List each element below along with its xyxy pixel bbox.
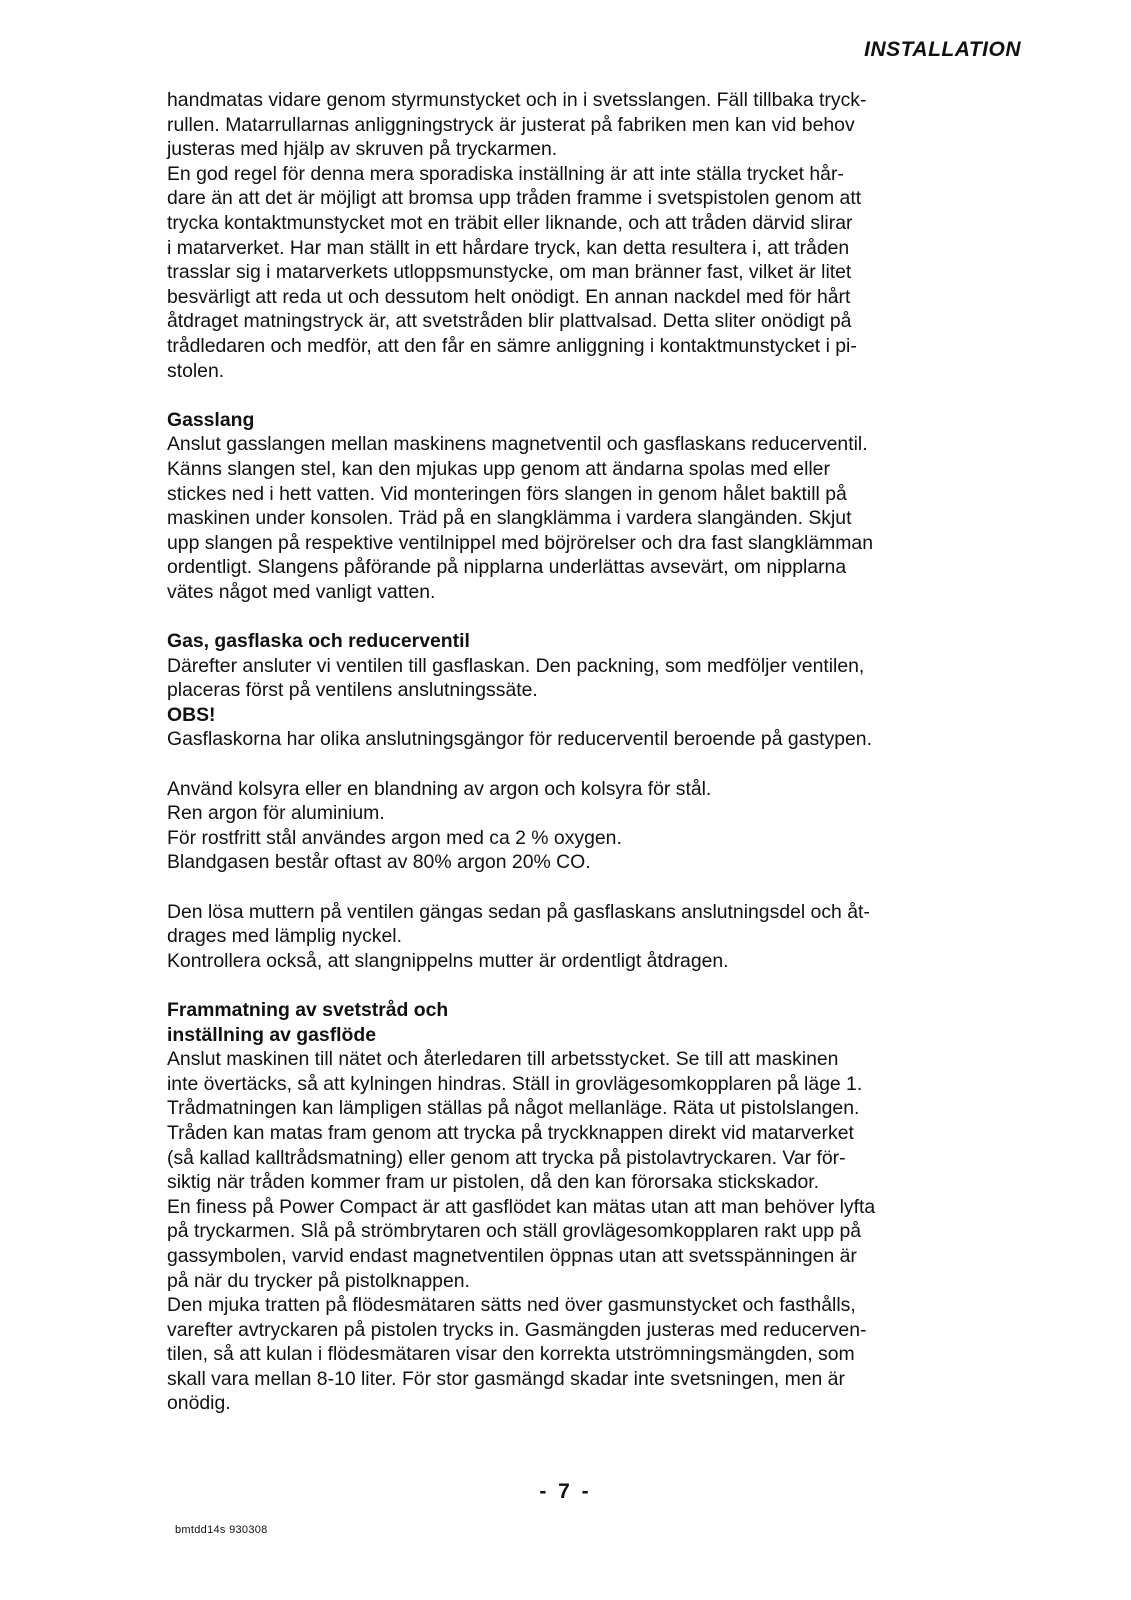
document-body [167, 88, 1027, 1416]
frammatning-body-1: Anslut maskinen till nätet och återledaren till arbetsstycket. Se till att maskinen inte övertäcks, så att kylningen hindras. Ställ in grovlägesomkopplaren på läge 1. Trådmatningen kan lämpligen ställas på något mellanläge. Räta ut pistolslangen. Tråden kan matas fram genom att trycka på tryckknappen direkt vid matarverket (så kallad kalltrådsmatning) eller genom att trycka på pistolavtryckaren. Var för- siktig när tråden kommer fram ur pistolen, då den kan förorsaka stickskador. [167, 1048, 863, 1194]
gasslang-heading: Gasslang [167, 408, 255, 431]
gasslang-body: Anslut gasslangen mellan maskinens magnetventil och gasflaskans reducerventil. Känns slangen stel, kan den mjukas upp genom att ändarna spolas med eller stickes ned i hett vatten. Vid monteringen förs slangen in genom hålet baktill på maskinen under konsolen. Träd på en slangklämma i vardera slangänden. Skjut upp slangen på respektive ventilnippel med böjrörelser och dra fast slangklämman ordentligt. Slangens påförande på nipplarna underlättas avsevärt, om nipplarna vätes något med vanligt vatten. [167, 433, 873, 603]
section-title: INSTALLATION [864, 38, 1021, 61]
frammatning-body-3: Den mjuka tratten på flödesmätaren sätts ned över gasmunstycket och fasthålls, varefter avtryckaren på pistolen trycks in. Gasmängden justeras med reducerven- tilen, så att kulan i flödesmätaren visar den korrekta utströmningsmängden, som skall vara mellan 8-10 liter. För stor gasmängd skadar inte svetsningen, men är onödig. [167, 1294, 867, 1415]
obs-label: OBS! [167, 703, 216, 726]
spacer [167, 604, 1027, 629]
spacer [167, 752, 1027, 777]
spacer [167, 383, 1027, 408]
gas-body-3: Använd kolsyra eller en blandning av argon och kolsyra för stål. Ren argon för aluminium. För rostfritt stål användes argon med ca 2 % oxygen. Blandgasen består oftast av 80% argon 20% CO. [167, 777, 712, 874]
frammatning-body-2: En finess på Power Compact är att gasflödet kan mätas utan att man behöver lyfta på tryckarmen. Slå på strömbrytaren och ställ grovlägesomkopplaren rakt upp på gassymbolen, varvid endast magnetventilen öppnas utan att svetsspänningen är på när du trycker på pistolknappen. [167, 1195, 876, 1292]
page-number: - 7 - [539, 1480, 592, 1503]
spacer [167, 875, 1027, 900]
gas-heading: Gas, gasflaska och reducerventil [167, 630, 470, 653]
frammatning-heading: Frammatning av svetstråd och inställning av gasflöde [167, 998, 449, 1046]
gas-body-2: Gasflaskorna har olika anslutningsgängor för reducerventil beroende på gastypen. [167, 728, 872, 751]
gas-body-4: Den lösa muttern på ventilen gängas sedan på gasflaskans anslutningsdel och åt- drages med lämplig nyckel. Kontrollera också, att slangnippelns mutter är ordentligt åtdragen. [167, 900, 870, 972]
gas-body-1: Därefter ansluter vi ventilen till gasflaskan. Den packning, som medföljer ventilen, placeras först på ventilens anslutningssäte. [167, 654, 865, 702]
document-code: bmtdd14s 930308 [175, 1524, 268, 1536]
spacer [167, 973, 1027, 998]
intro-paragraph-2: En god regel för denna mera sporadiska inställning är att inte ställa trycket hår- dare än att det är möjligt att bromsa upp tråden framme i svetspistolen genom att trycka kontaktmunstycket mot en träbit eller liknande, och att tråden därvid slirar i matarverket. Har man ställt in ett hårdare tryck, kan detta resultera i, att tråden trasslar sig i matarverkets utloppsmunstycke, om man bränner fast, vilket är litet besvärligt att reda ut och dessutom helt onödigt. En annan nackdel med för hårt åtdraget matningstryck är, att svetstråden blir plattvalsad. Detta sliter onödigt på trådledaren och medför, att den får en sämre anliggning i kontaktmunstycket i pi- stolen. [167, 162, 862, 382]
intro-paragraph-1: handmatas vidare genom styrmunstycket och in i svetsslangen. Fäll tillbaka tryck- rullen. Matarrullarnas anliggningstryck är justerat på fabriken men kan vid behov justeras med hjälp av skruven på tryckarmen. [167, 89, 867, 161]
